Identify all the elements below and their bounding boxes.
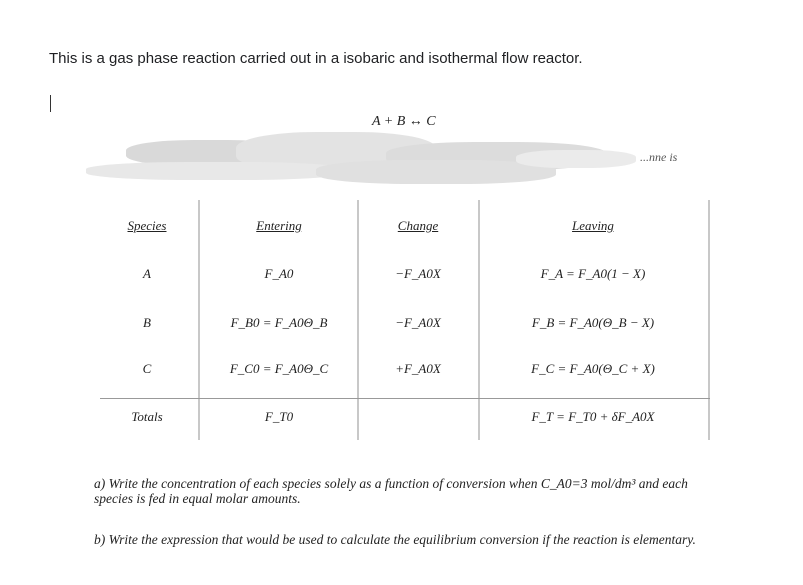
totals-label: Totals	[131, 409, 163, 424]
table-border-right	[478, 200, 480, 440]
row-a-change: −F_A0X	[395, 266, 441, 281]
table-border-mid	[357, 200, 359, 440]
row-b-leaving: F_B = F_A0(Θ_B − X)	[531, 315, 655, 330]
header-species: Species	[127, 218, 167, 233]
header-leaving: Leaving	[572, 218, 614, 233]
intro-text: This is a gas phase reaction carried out in a isobaric and isothermal flow reactor.	[49, 50, 583, 67]
question-b: b) Write the expression that would be used to calculate the equilibrium conversion if the reaction is elementary.	[94, 532, 696, 547]
row-b-change: −F_A0X	[395, 315, 441, 330]
header-entering: Entering	[256, 218, 302, 233]
totals-entering: F_T0	[264, 409, 294, 424]
row-a-species: A	[143, 266, 151, 281]
redacted-scribble	[86, 132, 698, 192]
row-b-entering: F_B0 = F_A0Θ_B	[230, 315, 328, 330]
question-a: a) Write the concentration of each species solely as a function of conversion when C_A0=3 mol/dm³ and each species is fed in equal molar amounts.	[94, 476, 688, 506]
header-change: Change	[397, 218, 439, 233]
row-c-entering: F_C0 = F_A0Θ_C	[229, 361, 329, 376]
row-c-leaving: F_C = F_A0(Θ_C + X)	[531, 361, 655, 376]
table-border-end	[708, 200, 710, 440]
text-cursor	[50, 95, 51, 112]
row-b-species: B	[143, 315, 151, 330]
totals-divider	[100, 398, 710, 399]
reaction-equation: A + B ↔ C	[372, 114, 436, 129]
totals-leaving: F_T = F_T0 + δF_A0X	[531, 409, 655, 424]
table-border-left	[198, 200, 200, 440]
obscured-text-fragment: ...nne is	[640, 150, 678, 164]
row-c-species: C	[142, 361, 152, 376]
row-a-entering: F_A0	[264, 266, 294, 281]
row-a-leaving: F_A = F_A0(1 − X)	[540, 266, 646, 281]
row-c-change: +F_A0X	[395, 361, 441, 376]
